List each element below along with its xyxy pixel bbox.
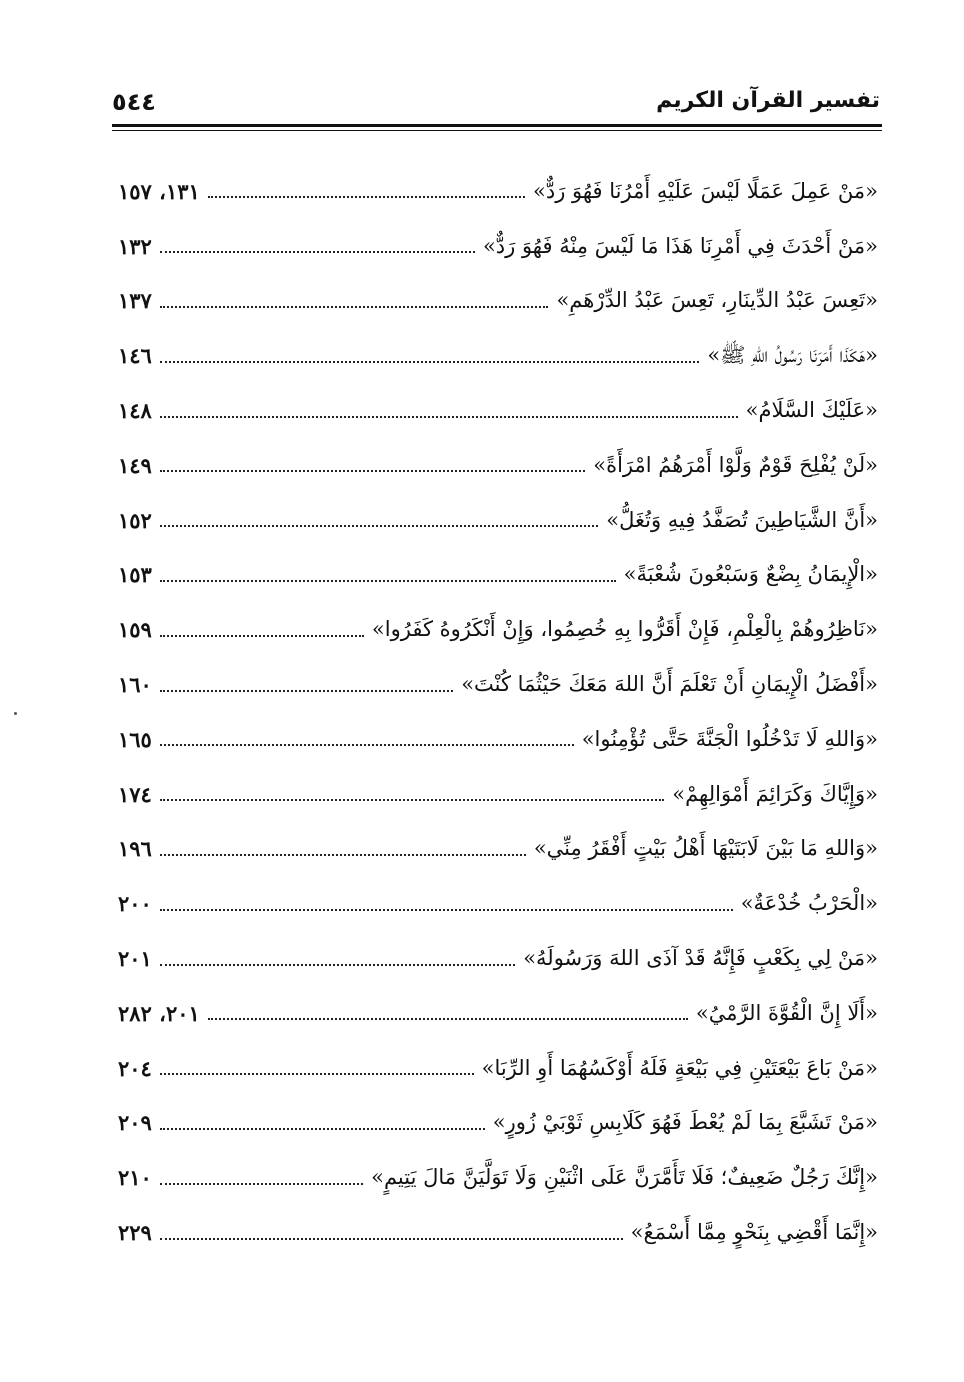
header-rule-thin [112, 130, 882, 131]
hadith-text: «عَلَيْكَ السَّلَامُ» [745, 398, 878, 423]
hadith-text: «إِنَّمَا أَقْضِي بِنَحْوٍ مِمَّا أَسْمَعُ» [630, 1220, 878, 1245]
header-rule [112, 124, 882, 127]
page-reference: ١٣١، ١٥٧ [118, 178, 200, 204]
index-entry [118, 493, 878, 548]
hadith-text: «مَنْ تَشَبَّعَ بِمَا لَمْ يُعْطَ فَهُوَ كَلَابِسِ ثَوْبَيْ زُورٍ» [492, 1110, 878, 1135]
page-reference: ١٥٩ [118, 617, 152, 643]
page-reference: ٢٠٤ [118, 1055, 152, 1081]
dot-leader [160, 635, 364, 637]
hadith-text: «الْحَرْبُ خُدْعَةٌ» [740, 891, 878, 916]
index-entry [118, 1150, 878, 1205]
index-entry [118, 822, 878, 877]
index-entry [118, 1205, 878, 1260]
index-entry [118, 767, 878, 822]
hadith-text: «أَفْضَلُ الْإِيمَانِ أَنْ تَعْلَمَ أَنَّ اللهَ مَعَكَ حَيْثُمَا كُنْتَ» [461, 672, 878, 697]
hadith-text: «وَاللهِ مَا بَيْنَ لَابَتَيْهَا أَهْلُ بَيْتٍ أَفْقَرُ مِنِّي» [533, 836, 878, 861]
dot-leader [160, 470, 585, 472]
page-reference: ٢٢٩ [118, 1220, 152, 1246]
hadith-text: «مَنْ لِي بِكَعْبٍ فَإِنَّهُ قَدْ آذَى اللهَ وَرَسُولَهُ» [523, 946, 878, 971]
dot-leader [160, 1183, 363, 1185]
page-reference: ٢١٠ [118, 1165, 152, 1191]
hadith-text: «إِنَّكَ رَجُلٌ ضَعِيفٌ؛ فَلَا تَأَمَّرَنَّ عَلَى اثْنَيْنِ وَلَا تَوَلَّيَنَّ مَالَ يَتِيمٍ» [371, 1165, 878, 1190]
hadith-text: «أَنَّ الشَّيَاطِينَ تُصَفَّدُ فِيهِ وَتُغَلُّ» [606, 507, 878, 532]
hadith-index-list [118, 164, 878, 1260]
dot-leader [160, 525, 598, 527]
hadith-text: «أَلَا إِنَّ الْقُوَّةَ الرَّمْيُ» [695, 1000, 878, 1025]
page-reference: ١٤٩ [118, 452, 152, 478]
hadith-text: «الْإِيمَانُ بِضْعٌ وَسَبْعُونَ شُعْبَةً» [623, 562, 878, 587]
hadith-text: «مَنْ عَمِلَ عَمَلًا لَيْسَ عَلَيْهِ أَمْرُنَا فَهُوَ رَدٌّ» [533, 178, 878, 203]
dot-leader [160, 1238, 623, 1240]
page-reference: ١٤٨ [118, 398, 152, 424]
page-reference: ١٣٢ [118, 233, 152, 259]
index-entry [118, 1041, 878, 1096]
running-header [112, 86, 880, 126]
dot-leader [208, 196, 525, 198]
page-reference: ١٣٧ [118, 288, 152, 314]
page-reference: ١٥٢ [118, 507, 152, 533]
dot-leader [160, 306, 549, 308]
page-reference: ٢٠١ [118, 946, 152, 972]
index-entry [118, 219, 878, 274]
index-entry [118, 712, 878, 767]
page-reference: ١٦٥ [118, 726, 152, 752]
dot-leader [160, 964, 515, 966]
dot-leader [160, 854, 526, 856]
page-number: ٥٤٤ [112, 88, 156, 116]
page-reference: ١٩٦ [118, 836, 152, 862]
dot-leader [160, 580, 616, 582]
dot-leader [160, 909, 733, 911]
hadith-text: «وَإِيَّاكَ وَكَرَائِمَ أَمْوَالِهِمْ» [672, 781, 878, 806]
dot-leader [160, 1128, 485, 1130]
index-entry [118, 274, 878, 329]
page-reference: ١٤٦ [118, 343, 152, 369]
dot-leader [160, 690, 453, 692]
page-reference: ٢٠١، ٢٨٢ [118, 1000, 200, 1026]
hadith-text: «نَاظِرُوهُمْ بِالْعِلْمِ، فَإِنْ أَقَرُّوا بِهِ خُصِمُوا، وَإِنْ أَنْكَرُوهُ كَفَرُوا» [371, 617, 878, 642]
index-entry [118, 438, 878, 493]
hadith-text: «مَنْ أَحْدَثَ فِي أَمْرِنَا هَذَا مَا لَيْسَ مِنْهُ فَهُوَ رَدٌّ» [482, 233, 878, 258]
hadith-text: «مَنْ بَاعَ بَيْعَتَيْنِ فِي بَيْعَةٍ فَلَهُ أَوْكَسُهُمَا أَوِ الرِّبَا» [481, 1055, 878, 1080]
page-reference: ١٥٣ [118, 562, 152, 588]
hadith-text: «هَكَذَا أَمَرَنَا رَسُولُ اللهِ ﷺ» [707, 343, 878, 368]
index-entry [118, 383, 878, 438]
dot-leader [208, 1018, 688, 1020]
hadith-text: «تَعِسَ عَبْدُ الدِّينَارِ، تَعِسَ عَبْدُ الدِّرْهَمِ» [556, 288, 878, 313]
index-entry [118, 657, 878, 712]
dot-leader [160, 251, 475, 253]
index-entry [118, 876, 878, 931]
dot-leader [160, 361, 699, 363]
index-entry [118, 986, 878, 1041]
index-entry [118, 931, 878, 986]
hadith-text: «لَنْ يُفْلِحَ قَوْمٌ وَلَّوْا أَمْرَهُمُ امْرَأَةً» [593, 452, 878, 477]
index-entry [118, 164, 878, 219]
dot-leader [160, 1073, 474, 1075]
index-entry [118, 602, 878, 657]
index-entry [118, 328, 878, 383]
page-reference: ١٦٠ [118, 672, 152, 698]
scan-speck [14, 712, 17, 715]
page-reference: ١٧٤ [118, 781, 152, 807]
dot-leader [160, 744, 574, 746]
dot-leader [160, 416, 738, 418]
index-entry [118, 548, 878, 603]
hadith-text: «وَاللهِ لَا تَدْخُلُوا الْجَنَّةَ حَتَّى تُؤْمِنُوا» [581, 726, 878, 751]
dot-leader [160, 799, 664, 801]
page-reference: ٢٠٠ [118, 891, 152, 917]
index-entry [118, 1096, 878, 1151]
page-reference: ٢٠٩ [118, 1110, 152, 1136]
book-title: تفسير القرآن الكريم [656, 88, 880, 113]
